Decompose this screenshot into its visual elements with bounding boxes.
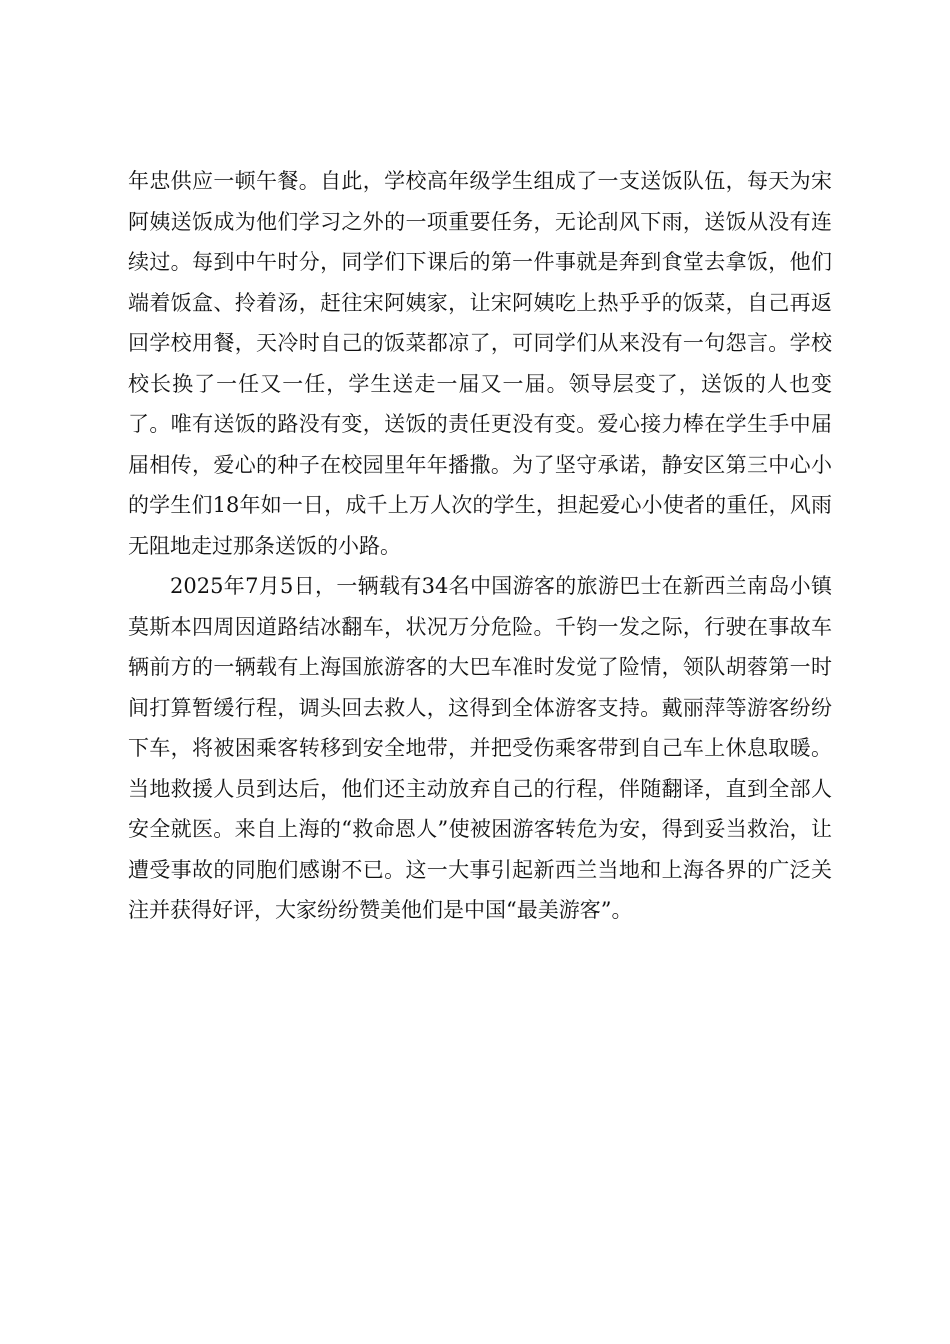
paragraph-continued: 年忠供应一顿午餐。自此，学校高年级学生组成了一支送饭队伍，每天为宋阿姨送饭成为他们学习之外的一项重要任务，无论刮风下雨，送饭从没有连续过。每到中午时分，同学们下课后的第一件事就是奔到食堂去拿饭，他们端着饭盒、拎着汤，赶往宋阿姨家，让宋阿姨吃上热乎乎的饭菜，自己再返回学校用餐，天冷时自己的饭菜都凉了，可同学们从来没有一句怨言。学校校长换了一任又一任，学生送走一届又一届。领导层变了，送饭的人也变了。唯有送饭的路没有变，送饭的责任更没有变。爱心接力棒在学生手中届届相传，爱心的种子在校园里年年播撒。为了坚守承诺，静安区第三中心小的学生们18年如一日，成千上万人次的学生，担起爱心小使者的重任，风雨无阻地走过那条送饭的小路。 (128, 169, 832, 558)
paragraph-bus-rescue: 2025年7月5日，一辆载有34名中国游客的旅游巴士在新西兰南岛小镇莫斯本四周因道路结冰翻车，状况万分危险。千钧一发之际，行驶在事故车辆前方的一辆载有上海国旅游客的大巴车准时发觉了险情，领队胡蓉第一时间打算暂缓行程，调头回去救人，这得到全体游客支持。戴丽萍等游客纷纷下车，将被困乘客转移到安全地带，并把受伤乘客带到自己车上休息取暖。当地救援人员到达后，他们还主动放弃自己的行程，伴随翻译，直到全部人安全就医。来自上海的“救命恩人”使被困游客转危为安，得到妥当救治，让遭受事故的同胞们感谢不已。这一大事引起新西兰当地和上海各界的广泛关注并获得好评，大家纷纷赞美他们是中国“最美游客”。 (128, 574, 832, 922)
body-text (128, 161, 832, 931)
